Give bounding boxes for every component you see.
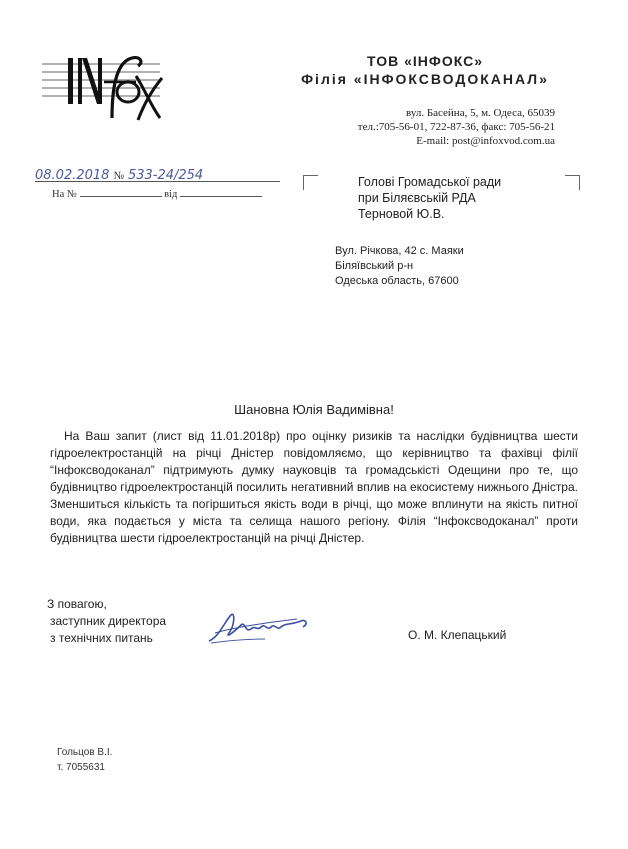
addressee	[358, 174, 501, 222]
addressee-line-1: Голові Громадської ради	[358, 175, 502, 189]
incoming-ref-label: На №	[52, 189, 77, 200]
executor-phone: т. 7055631	[57, 762, 105, 773]
executor-name: Гольцов В.І.	[57, 747, 113, 758]
addressee-street: Вул. Річкова, 42 с. Маяки	[335, 245, 464, 257]
handwritten-number: 533-24/254	[127, 168, 204, 183]
signer-name: О. М. Клепацький	[408, 628, 507, 642]
closing-position-2: з технічних питань	[50, 631, 153, 645]
handwritten-signature	[205, 611, 317, 645]
letter-greeting: Шановна Юлія Вадимівна!	[234, 402, 394, 417]
addressee-address	[335, 244, 464, 289]
company-contacts	[270, 106, 555, 148]
addressee-line-3: Терновой Ю.В.	[358, 207, 445, 221]
addressee-region: Одеська область, 67600	[335, 275, 459, 287]
closing-position-1: заступник директора	[50, 614, 167, 628]
address-bracket-left	[303, 175, 318, 190]
letter-closing	[47, 596, 166, 647]
ref-underline	[35, 181, 280, 182]
addressee-district: Біляївський р-н	[335, 260, 414, 272]
incoming-reference	[52, 186, 262, 200]
incoming-ref-number-blank	[80, 186, 162, 197]
company-email: E-mail: post@infoxvod.com.ua	[416, 135, 555, 147]
addressee-line-2: при Біляєвській РДА	[358, 191, 476, 205]
ref-number-label: №	[113, 170, 124, 182]
handwritten-date: 08.02.2018	[35, 168, 110, 183]
branch-name: Філія «ІНФОКСВОДОКАНАЛ»	[301, 71, 549, 87]
address-bracket-right	[565, 175, 580, 190]
company-header	[270, 53, 580, 87]
closing-regards: З повагою,	[47, 597, 107, 611]
letter-body-text: На Ваш запит (лист від 11.01.2018р) про оцінку ризиків та наслідки будівництва шести гідроелектростанцій на річці Дністер повідомляємо, що керівництво та фахівці філії “Інфоксводоканал” підтримують думку науковців та громадськісті Одещини про те, що будівництво гідроелектростанцій посилить негативний вплив на екосистему нижнього Дністра. Зменшиться кількість та погіршиться якість води в річці, що може вплинути на якість питної води, яка подається у міста та селища нашого регіону. Філія “Інфоксводоканал” проти будівництва шести гідроелектростанцій на річці Дністер.	[50, 429, 578, 545]
company-phones: тел.:705-56-01, 722-87-36, факс: 705-56-21	[357, 121, 555, 133]
company-logo	[40, 48, 170, 128]
company-address: вул. Басейна, 5, м. Одеса, 65039	[406, 107, 555, 119]
executor-info	[57, 745, 112, 775]
letter-body	[50, 428, 578, 547]
incoming-ref-from-label: від	[164, 189, 178, 200]
company-name: ТОВ «ІНФОКС»	[367, 53, 483, 69]
incoming-ref-date-blank	[180, 186, 262, 197]
